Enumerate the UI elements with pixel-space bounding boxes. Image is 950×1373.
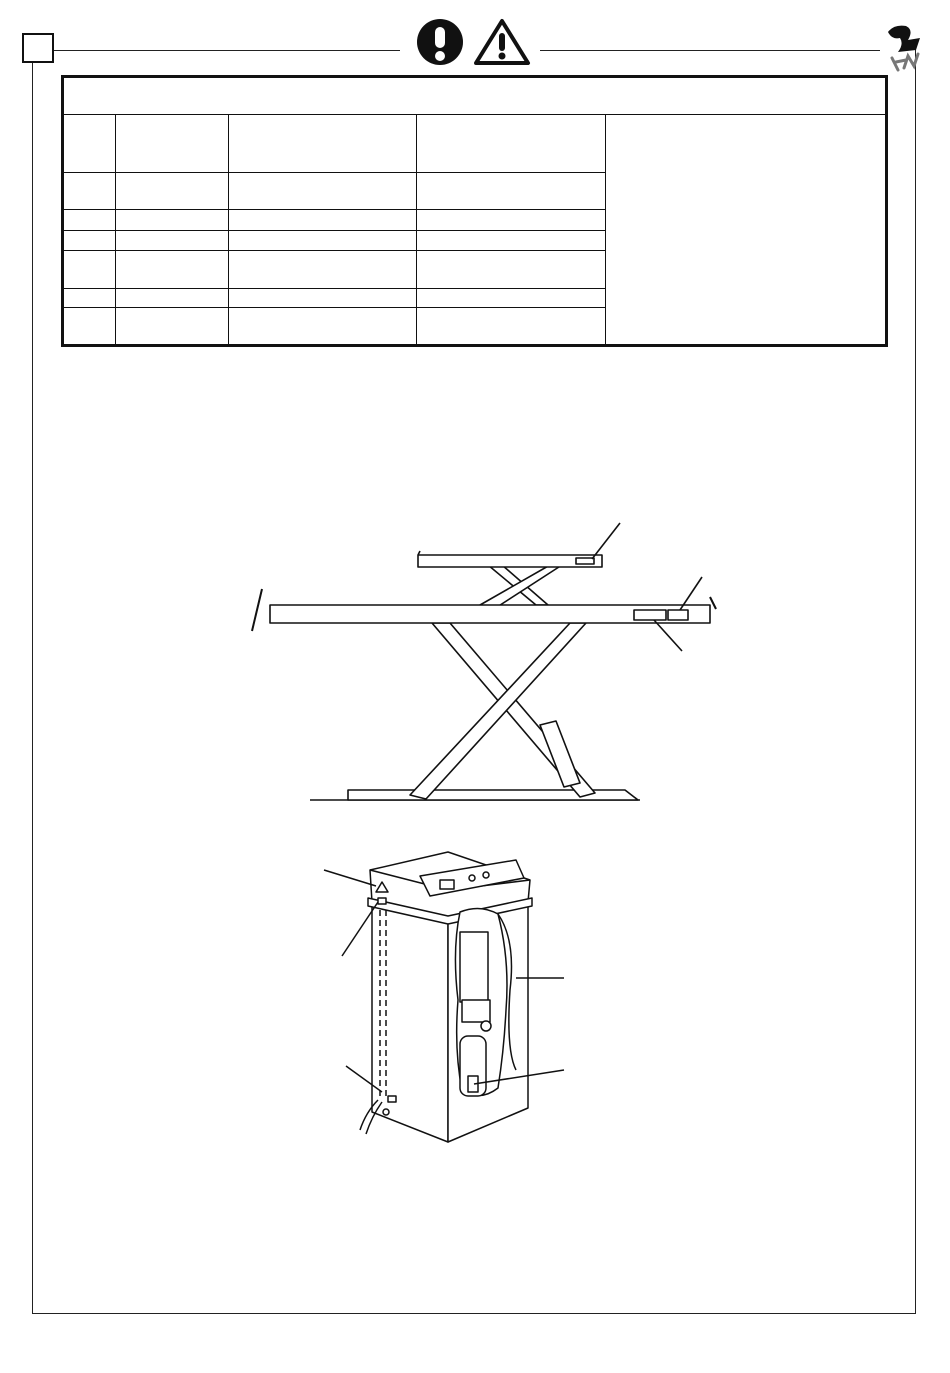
- control-unit-drawing: [320, 850, 570, 1150]
- table-cell: [417, 210, 606, 230]
- cable-gland: [388, 1096, 396, 1102]
- label-plate: [668, 610, 688, 620]
- table-cell: [116, 210, 229, 230]
- table-grid: [61, 75, 888, 347]
- panel-display: [440, 880, 454, 889]
- language-box: [22, 33, 54, 63]
- scissor-lift-drawing: [240, 515, 720, 810]
- leader-line: [654, 620, 682, 651]
- leader-line: [324, 870, 376, 886]
- data-table: [61, 75, 888, 347]
- table-cell: [417, 288, 606, 307]
- table-cell: [229, 250, 417, 288]
- table-cell: [417, 230, 606, 250]
- table-cell: [229, 230, 417, 250]
- label-plate: [634, 610, 666, 620]
- warning-triangle-icon: [476, 21, 528, 63]
- table-cell: [63, 210, 116, 230]
- table-cell: [116, 173, 229, 210]
- header-rule-right: [540, 50, 880, 51]
- table-cell: [116, 250, 229, 288]
- label-plate: [576, 558, 594, 564]
- table-cell: [63, 230, 116, 250]
- table-cell: [417, 307, 606, 345]
- table-cell: [63, 307, 116, 345]
- upper-scissor-arm: [480, 565, 562, 609]
- pump-valve: [462, 1000, 490, 1022]
- table-cell: [63, 288, 116, 307]
- leader-line: [592, 523, 620, 559]
- table-cell: [229, 288, 417, 307]
- cabinet-side: [372, 902, 448, 1142]
- table-cell: [63, 115, 116, 173]
- table-cell: [417, 173, 606, 210]
- panel-button[interactable]: [469, 875, 475, 881]
- brand-logo-icon: [880, 22, 930, 74]
- table-cell: [116, 230, 229, 250]
- panel-button[interactable]: [483, 872, 489, 878]
- header-icons: [410, 18, 540, 68]
- table-cell: [417, 115, 606, 173]
- table-cell: [116, 115, 229, 173]
- table-cell: [63, 173, 116, 210]
- label-plate: [378, 898, 386, 904]
- table-notes-cell: [606, 115, 887, 346]
- cable-gland: [383, 1109, 389, 1115]
- table-title: [63, 77, 887, 115]
- table-cell: [229, 115, 417, 173]
- valve-knob: [481, 1021, 491, 1031]
- table-cell: [229, 307, 417, 345]
- table-cell: [229, 173, 417, 210]
- header-rule-left: [54, 50, 400, 51]
- table-cell: [229, 210, 417, 230]
- upper-platform: [418, 555, 602, 567]
- table-cell: [116, 288, 229, 307]
- table-cell: [63, 250, 116, 288]
- motor: [460, 932, 488, 1002]
- info-mandatory-icon: [417, 19, 463, 65]
- table-cell: [417, 250, 606, 288]
- table-cell: [116, 307, 229, 345]
